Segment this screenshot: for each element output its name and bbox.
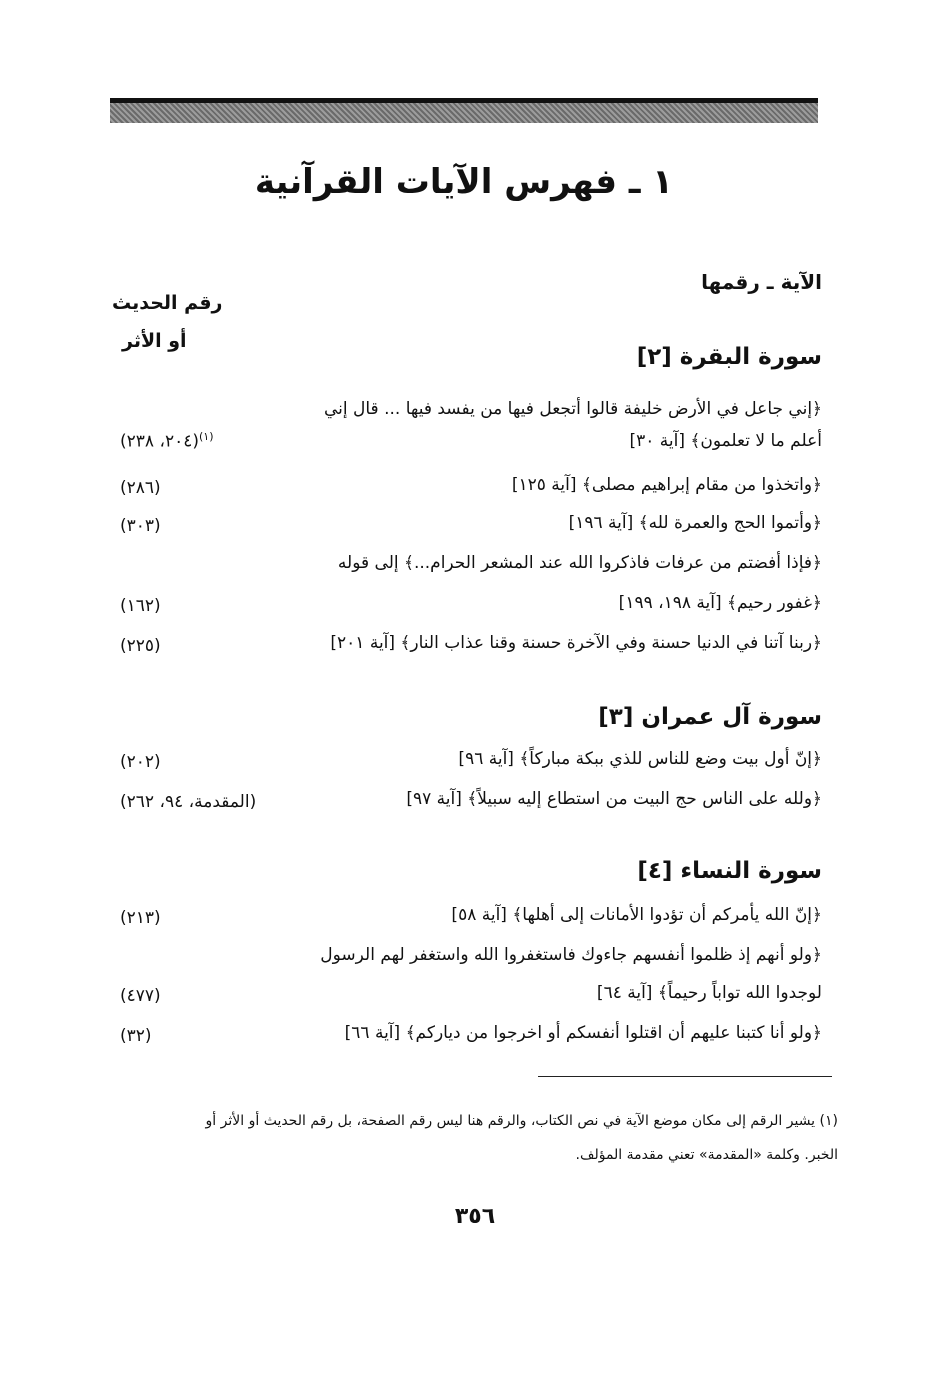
- verse-line: ﴿ولله على الناس حج البيت من استطاع إليه سبيلاً﴾ [آية ٩٧]: [406, 789, 822, 809]
- verse-ref: (٣٢): [120, 1026, 152, 1046]
- footnote-marker: (١): [198, 430, 214, 443]
- verse-line: ﴿إنّ الله يأمركم أن تؤدوا الأمانات إلى أهلها﴾ [آية ٥٨]: [451, 905, 822, 925]
- verse-ref: (١٦٢): [120, 596, 161, 616]
- verse-line: ﴿فإذا أفضتم من عرفات فاذكروا الله عند المشعر الحرام...﴾ إلى قوله: [337, 553, 822, 573]
- verse-line: ﴿إني جاعل في الأرض خليفة قالوا أتجعل فيها من يفسد فيها ... قال إني: [324, 399, 822, 419]
- footnote-line: الخبر. وكلمة «المقدمة» تعني مقدمة المؤلف.: [575, 1147, 838, 1163]
- verse-line: ﴿إنّ أول بيت وضع للناس للذي ببكة مباركاً﴾ [آية ٩٦]: [458, 749, 822, 769]
- verse-ref: (٢٢٥): [120, 636, 161, 656]
- surah-title: سورة آل عمران [٣]: [598, 704, 822, 730]
- verse-line: أعلم ما لا تعلمون﴾ [آية ٣٠]: [629, 431, 822, 451]
- verse-line: ﴿وأتموا الحج والعمرة لله﴾ [آية ١٩٦]: [568, 513, 822, 533]
- verse-ref: (٢٠٢): [120, 752, 161, 772]
- verse-line: ﴿ولو أنا كتبنا عليهم أن اقتلوا أنفسكم أو اخرجوا من دياركم﴾ [آية ٦٦]: [344, 1023, 822, 1043]
- surah-title: سورة البقرة [٢]: [636, 344, 822, 370]
- verse-ref: (٢٨٦): [120, 478, 161, 498]
- surah-title: سورة النساء [٤]: [637, 858, 822, 884]
- verse-line: ﴿ربنا آتنا في الدنيا حسنة وفي الآخرة حسنة وقنا عذاب النار﴾ [آية ٢٠١]: [330, 633, 822, 653]
- verse-line: ﴿غفور رحيم﴾ [آية ١٩٨، ١٩٩]: [618, 593, 822, 613]
- verse-line: ﴿ولو أنهم إذ ظلموا أنفسهم جاءوك فاستغفروا الله واستغفر لهم الرسول: [320, 945, 822, 965]
- verse-ref: (المقدمة، ٩٤، ٢٦٢): [120, 792, 257, 812]
- ref-heading-line1: رقم الحديث: [112, 292, 223, 314]
- verse-column-heading: الآية ـ رقمها: [701, 270, 822, 294]
- ref-heading-line2: أو الأثر: [122, 330, 187, 352]
- header-bar: [110, 98, 818, 123]
- verse-ref: (٤٧٧): [120, 986, 161, 1006]
- footnote: [120, 1104, 838, 1172]
- ref-value: (٢٠٤، ٢٣٨): [120, 431, 199, 452]
- verse-ref: [120, 430, 214, 452]
- page-title: ١ ـ فهرس الآيات القرآنية: [254, 162, 674, 202]
- page-number: ٣٥٦: [454, 1204, 496, 1229]
- footnote-line: (١) يشير الرقم إلى مكان موضع الآية في نص الكتاب، والرقم هنا ليس رقم الصفحة، بل رقم الحديث أو الأثر أو: [205, 1113, 838, 1129]
- ref-column-heading: [112, 284, 222, 360]
- footnote-divider: [538, 1076, 832, 1077]
- verse-line: لوجدوا الله تواباً رحيماً﴾ [آية ٦٤]: [596, 983, 822, 1003]
- verse-ref: (٢١٣): [120, 908, 161, 928]
- verse-ref: (٣٠٣): [120, 516, 161, 536]
- verse-line: ﴿واتخذوا من مقام إبراهيم مصلى﴾ [آية ١٢٥]: [511, 475, 822, 495]
